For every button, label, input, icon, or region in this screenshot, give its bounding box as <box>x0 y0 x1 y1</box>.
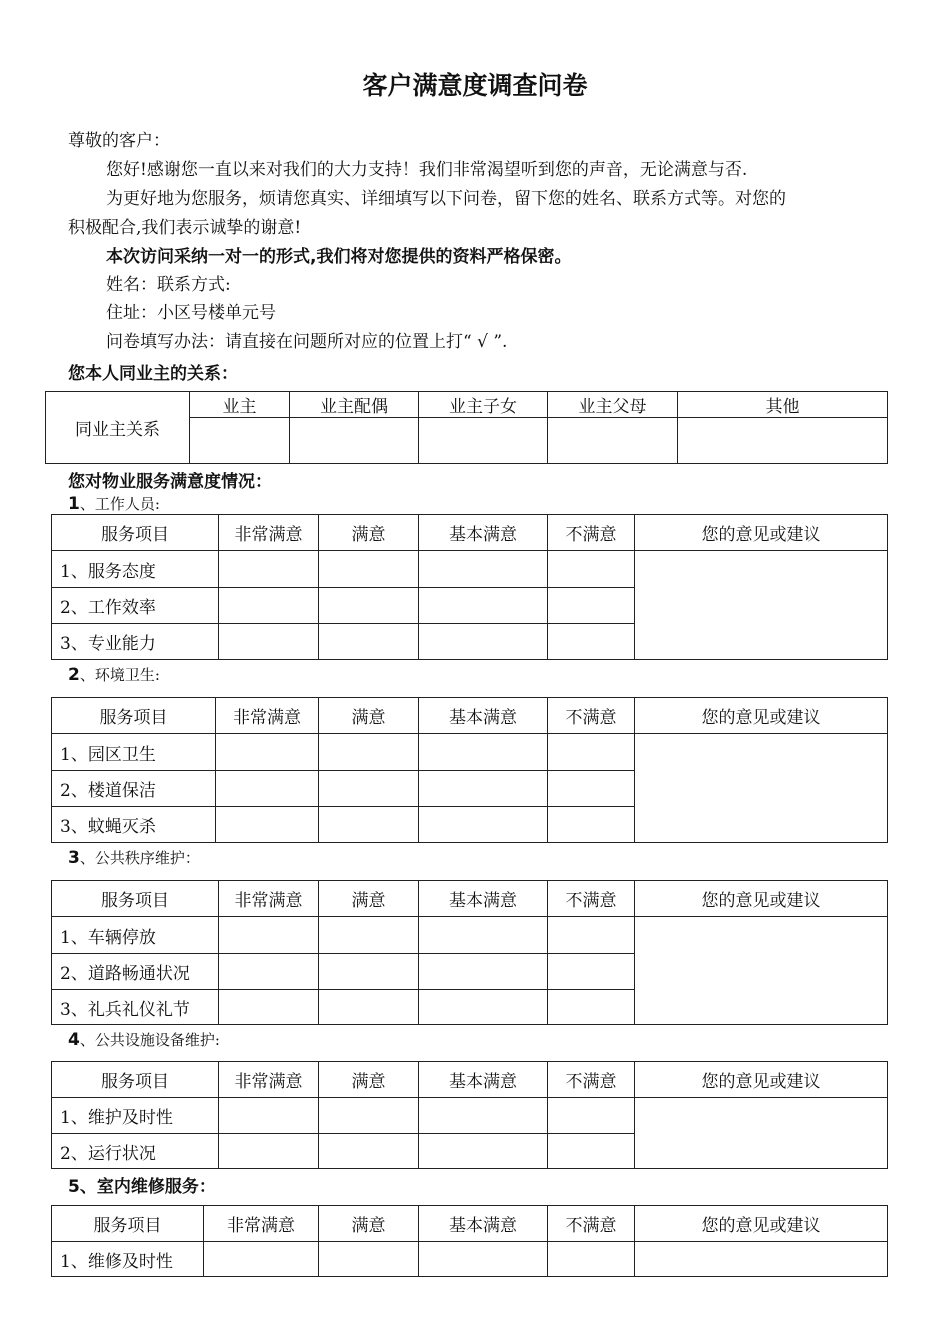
header-basically-satisfied: 基本满意 <box>419 1206 548 1242</box>
check-cell[interactable] <box>419 917 548 954</box>
header-suggestions: 您的意见或建议 <box>635 515 888 551</box>
check-cell[interactable] <box>419 624 548 660</box>
section-3-table <box>51 880 888 1025</box>
section-2-table <box>51 697 888 843</box>
relation-option-spouse: 业主配偶 <box>290 392 419 418</box>
check-cell[interactable] <box>219 1134 319 1169</box>
check-cell[interactable] <box>219 954 319 990</box>
relation-check-spouse[interactable] <box>290 418 419 464</box>
item-label: 1、维修及时性 <box>52 1242 204 1277</box>
suggestion-cell[interactable] <box>635 551 888 660</box>
header-satisfied: 满意 <box>319 515 419 551</box>
item-label: 1、园区卫生 <box>52 734 216 771</box>
item-label: 1、车辆停放 <box>52 917 219 954</box>
check-cell[interactable] <box>419 954 548 990</box>
check-cell[interactable] <box>419 1134 548 1169</box>
header-dissatisfied: 不满意 <box>548 881 635 917</box>
relation-option-parent: 业主父母 <box>548 392 678 418</box>
check-cell[interactable] <box>319 1134 419 1169</box>
header-service-item: 服务项目 <box>52 698 216 734</box>
greeting: 尊敬的客户： <box>68 131 170 151</box>
relation-option-other: 其他 <box>678 392 888 418</box>
intro-paragraph-2a: 为更好地为您服务，烦请您真实、详细填写以下问卷，留下您的姓名、联系方式等。对您的 <box>106 189 786 209</box>
relation-check-other[interactable] <box>678 418 888 464</box>
check-cell[interactable] <box>219 588 319 624</box>
check-cell[interactable] <box>548 588 635 624</box>
header-dissatisfied: 不满意 <box>548 1206 635 1242</box>
check-cell[interactable] <box>319 990 419 1025</box>
page-title: 客户满意度调查问卷 <box>362 71 588 100</box>
intro-paragraph-2b: 积极配合,我们表示诚挚的谢意! <box>68 218 302 238</box>
item-label: 2、楼道保洁 <box>52 771 216 807</box>
check-cell[interactable] <box>319 807 419 843</box>
check-cell[interactable] <box>319 551 419 588</box>
section-4-title: 4、公共设施设备维护: <box>68 1030 220 1050</box>
header-suggestions: 您的意见或建议 <box>635 881 888 917</box>
header-very-satisfied: 非常满意 <box>219 515 319 551</box>
header-suggestions: 您的意见或建议 <box>635 698 888 734</box>
relation-table <box>45 391 888 464</box>
check-cell[interactable] <box>419 1242 548 1277</box>
header-satisfied: 满意 <box>319 1062 419 1098</box>
check-cell[interactable] <box>219 624 319 660</box>
header-suggestions: 您的意见或建议 <box>635 1062 888 1098</box>
intro-paragraph-1: 您好!感谢您一直以来对我们的大力支持！我们非常渴望听到您的声音，无论满意与否. <box>106 160 748 180</box>
check-cell[interactable] <box>216 771 319 807</box>
suggestion-cell[interactable] <box>635 734 888 843</box>
check-cell[interactable] <box>548 1098 635 1134</box>
address-line: 住址：小区号楼单元号 <box>106 303 276 323</box>
check-cell[interactable] <box>548 1134 635 1169</box>
relation-option-child: 业主子女 <box>419 392 548 418</box>
header-basically-satisfied: 基本满意 <box>419 1062 548 1098</box>
check-cell[interactable] <box>548 551 635 588</box>
section-5-table <box>51 1205 888 1277</box>
header-very-satisfied: 非常满意 <box>219 881 319 917</box>
header-dissatisfied: 不满意 <box>548 698 635 734</box>
check-cell[interactable] <box>319 588 419 624</box>
check-cell[interactable] <box>219 1098 319 1134</box>
header-service-item: 服务项目 <box>52 515 219 551</box>
header-satisfied: 满意 <box>319 1206 419 1242</box>
suggestion-cell[interactable] <box>635 917 888 1025</box>
item-label: 3、礼兵礼仪礼节 <box>52 990 219 1025</box>
section-1-title: 1、工作人员: <box>68 494 160 514</box>
item-label: 2、工作效率 <box>52 588 219 624</box>
suggestion-cell[interactable] <box>635 1098 888 1169</box>
section-5-title: 5、室内维修服务： <box>68 1177 216 1197</box>
header-basically-satisfied: 基本满意 <box>419 515 548 551</box>
privacy-notice: 本次访问采纳一对一的形式,我们将对您提供的资料严格保密。 <box>106 247 572 267</box>
header-very-satisfied: 非常满意 <box>204 1206 319 1242</box>
check-cell[interactable] <box>419 588 548 624</box>
check-cell[interactable] <box>419 990 548 1025</box>
header-very-satisfied: 非常满意 <box>216 698 319 734</box>
relation-heading: 您本人同业主的关系： <box>68 364 238 384</box>
item-label: 2、道路畅通状况 <box>52 954 219 990</box>
check-cell[interactable] <box>419 734 548 771</box>
section-1-table <box>51 514 888 660</box>
check-cell[interactable] <box>548 954 635 990</box>
check-cell[interactable] <box>219 990 319 1025</box>
relation-option-owner: 业主 <box>190 392 290 418</box>
item-label: 3、专业能力 <box>52 624 219 660</box>
fill-method-line: 问卷填写办法：请直接在问题所对应的位置上打“ √ ”. <box>106 332 508 352</box>
header-basically-satisfied: 基本满意 <box>419 698 548 734</box>
header-very-satisfied: 非常满意 <box>219 1062 319 1098</box>
suggestion-cell[interactable] <box>635 1242 888 1277</box>
check-cell[interactable] <box>548 624 635 660</box>
check-cell[interactable] <box>548 734 635 771</box>
header-basically-satisfied: 基本满意 <box>419 881 548 917</box>
item-label: 2、运行状况 <box>52 1134 219 1169</box>
check-cell[interactable] <box>204 1242 319 1277</box>
header-satisfied: 满意 <box>319 881 419 917</box>
check-cell[interactable] <box>548 1242 635 1277</box>
check-cell[interactable] <box>319 624 419 660</box>
check-cell[interactable] <box>216 807 319 843</box>
check-cell[interactable] <box>419 771 548 807</box>
check-cell[interactable] <box>548 807 635 843</box>
check-cell[interactable] <box>419 807 548 843</box>
check-cell[interactable] <box>319 734 419 771</box>
check-cell[interactable] <box>319 1098 419 1134</box>
check-cell[interactable] <box>219 917 319 954</box>
item-label: 1、维护及时性 <box>52 1098 219 1134</box>
check-cell[interactable] <box>319 1242 419 1277</box>
item-label: 3、蚊蝇灭杀 <box>52 807 216 843</box>
check-cell[interactable] <box>548 917 635 954</box>
header-suggestions: 您的意见或建议 <box>635 1206 888 1242</box>
header-service-item: 服务项目 <box>52 1062 219 1098</box>
section-4-table <box>51 1061 888 1169</box>
check-cell[interactable] <box>548 990 635 1025</box>
section-3-title: 3、公共秩序维护： <box>68 848 200 868</box>
check-cell[interactable] <box>319 917 419 954</box>
check-cell[interactable] <box>319 954 419 990</box>
check-cell[interactable] <box>216 734 319 771</box>
relation-check-child[interactable] <box>419 418 548 464</box>
item-label: 1、服务态度 <box>52 551 219 588</box>
section-2-title: 2、环境卫生: <box>68 665 160 685</box>
check-cell[interactable] <box>319 771 419 807</box>
check-cell[interactable] <box>419 551 548 588</box>
header-satisfied: 满意 <box>319 698 419 734</box>
header-dissatisfied: 不满意 <box>548 1062 635 1098</box>
check-cell[interactable] <box>219 551 319 588</box>
check-cell[interactable] <box>419 1098 548 1134</box>
relation-check-parent[interactable] <box>548 418 678 464</box>
relation-check-owner[interactable] <box>190 418 290 464</box>
header-dissatisfied: 不满意 <box>548 515 635 551</box>
check-cell[interactable] <box>548 771 635 807</box>
header-service-item: 服务项目 <box>52 1206 204 1242</box>
relation-row-label: 同业主关系 <box>46 392 190 464</box>
header-service-item: 服务项目 <box>52 881 219 917</box>
name-contact-line: 姓名：联系方式: <box>106 275 231 295</box>
satisfaction-heading: 您对物业服务满意度情况： <box>68 472 272 492</box>
